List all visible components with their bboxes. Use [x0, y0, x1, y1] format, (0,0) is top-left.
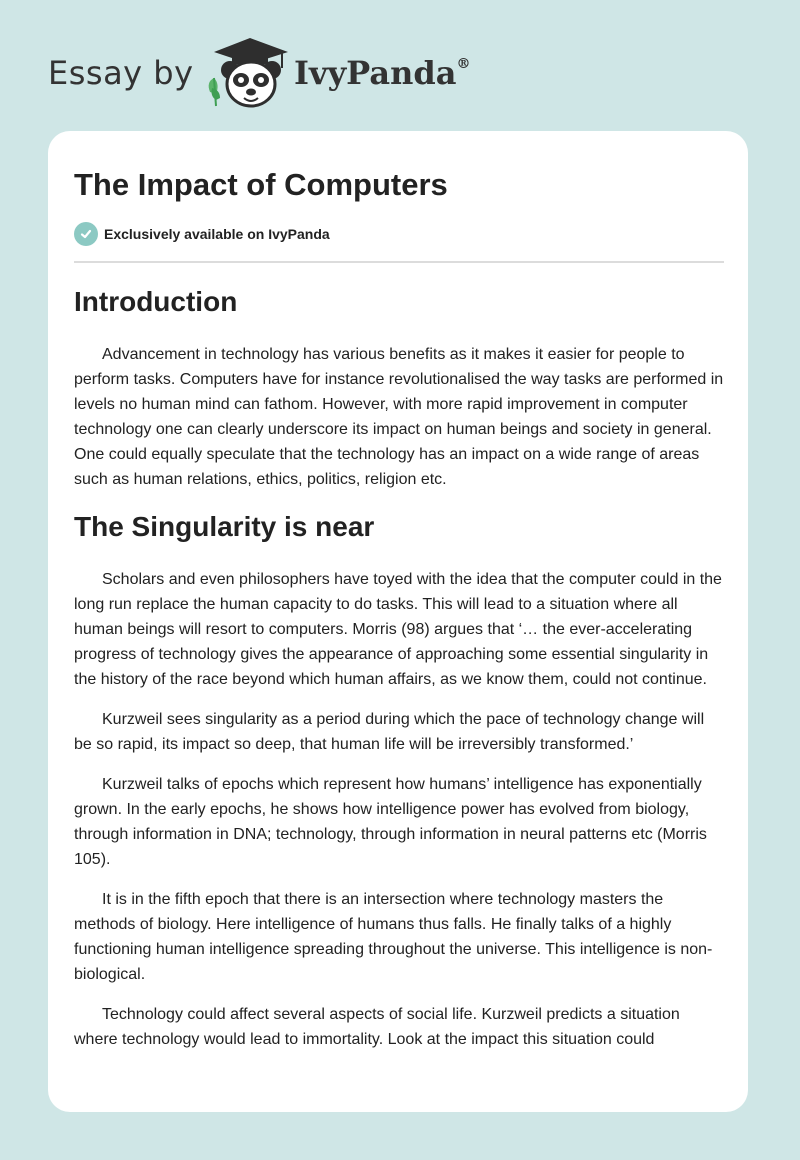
paragraph: Scholars and even philosophers have toyed with the idea that the computer could in the long run replace the human capacity to do tasks. This will lead to a situation where all human beings will resort to computers. Morris (98) argues that ‘… the ever-accelerating progress of technology gives the appearance of approaching some essential singularity in the history of the race beyond which human affairs, as we know them, could not continue. — [74, 571, 722, 688]
badge-label: Exclusively available on IvyPanda — [104, 226, 330, 242]
paragraph: Technology could affect several aspects of social life. Kurzweil predicts a situation where technology would lead to immortality. Look at the impact this situation could — [74, 1006, 680, 1048]
registered-mark: ® — [456, 56, 471, 72]
essay-card — [48, 131, 748, 1112]
paragraph: It is in the fifth epoch that there is an intersection where technology masters the methods of biology. Here intelligence of humans thus falls. He finally talks of a highly functioning human intelligence spreading throughout the universe. This intelligence is non-biological. — [74, 891, 713, 983]
paragraph: Kurzweil sees singularity as a period during which the pace of technology change will be so rapid, its impact so deep, that human life will be irreversibly transformed.’ — [74, 711, 705, 753]
check-icon — [74, 222, 98, 246]
page-title: The Impact of Computers — [74, 167, 448, 202]
paragraph: Advancement in technology has various benefits as it makes it easier for people to perform tasks. Computers have for instance revolutionalised the way tasks are performed in levels no human mind can fathom. However, with more rapid improvement in computer technology one can clearly underscore its impact on human beings and society in general. One could equally speculate that the technology has an impact on a wide range of areas such as human relations, ethics, politics, religion etc. — [74, 346, 724, 488]
essay-body — [74, 286, 724, 1067]
panda-graduate-icon[interactable] — [202, 34, 298, 110]
brand-name[interactable] — [294, 54, 470, 92]
brand-name-text: IvyPanda — [294, 54, 457, 92]
section-heading-singularity: The Singularity is near — [74, 511, 375, 542]
divider — [74, 261, 724, 263]
paragraph: Kurzweil talks of epochs which represent how humans’ intelligence has exponentially grown. In the early epochs, he shows how intelligence power has evolved from biology, through information in DNA; technology, through information in neural patterns etc (Morris 105). — [74, 776, 707, 868]
exclusive-badge — [74, 222, 330, 246]
site-header — [48, 34, 508, 110]
brand-prefix: Essay by — [48, 54, 194, 92]
section-heading-introduction: Introduction — [74, 286, 238, 317]
